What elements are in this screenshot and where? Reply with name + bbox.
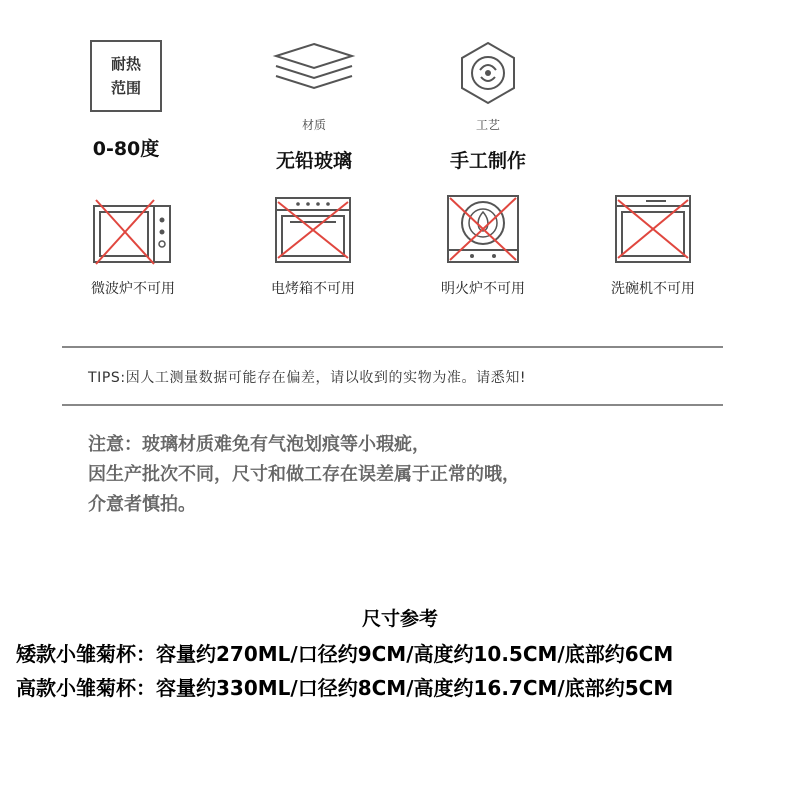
heat-range-box xyxy=(90,40,162,112)
notice-line-1: 注意：玻璃材质难免有气泡划痕等小瑕疵， xyxy=(88,434,430,455)
notice-block xyxy=(88,430,520,520)
tips-bottom-divider xyxy=(62,404,723,406)
prohibit-microwave xyxy=(58,192,208,298)
tips-top-divider xyxy=(62,346,723,348)
prohibit-open-flame-label: 明火炉不可用 xyxy=(441,281,525,297)
craft-value: 手工制作 xyxy=(449,150,526,172)
microwave-icon xyxy=(92,192,174,268)
feature-heat-range xyxy=(56,40,196,161)
feature-material xyxy=(244,40,384,173)
heat-range-box-line2: 范围 xyxy=(110,79,141,97)
glass-layers-icon xyxy=(272,40,356,96)
size-reference-title: 尺寸参考 xyxy=(361,608,438,630)
prohibit-electric-oven xyxy=(238,192,388,298)
notice-line-3: 介意者慎拍。 xyxy=(88,494,196,515)
heat-range-value: 0-80度 xyxy=(92,138,160,160)
dishwasher-icon xyxy=(612,192,694,268)
prohibit-dishwasher-label: 洗碗机不可用 xyxy=(611,281,695,297)
craft-caption: 工艺 xyxy=(475,118,500,132)
material-caption: 材质 xyxy=(301,118,326,132)
prohibit-open-flame xyxy=(408,192,558,298)
open-flame-stove-icon xyxy=(442,192,524,268)
tips-text: TIPS:因人工测量数据可能存在偏差，请以收到的实物为准。请悉知! xyxy=(88,370,527,386)
notice-line-2: 因生产批次不同，尺寸和做工存在误差属于正常的哦， xyxy=(88,464,520,485)
size-tall-cup: 高款小雏菊杯：容量约330ML/口径约8CM/高度约16.7CM/底部约5CM xyxy=(16,676,674,700)
craft-badge-icon xyxy=(455,40,521,106)
size-short-cup: 矮款小雏菊杯：容量约270ML/口径约9CM/高度约10.5CM/底部约6CM xyxy=(16,642,674,666)
electric-oven-icon xyxy=(272,192,354,268)
heat-range-box-line1: 耐热 xyxy=(110,55,141,73)
feature-craft xyxy=(418,40,558,173)
prohibit-dishwasher xyxy=(578,192,728,298)
prohibit-electric-oven-label: 电烤箱不可用 xyxy=(271,281,355,297)
material-value: 无铅玻璃 xyxy=(275,150,352,172)
prohibit-microwave-label: 微波炉不可用 xyxy=(91,281,175,297)
